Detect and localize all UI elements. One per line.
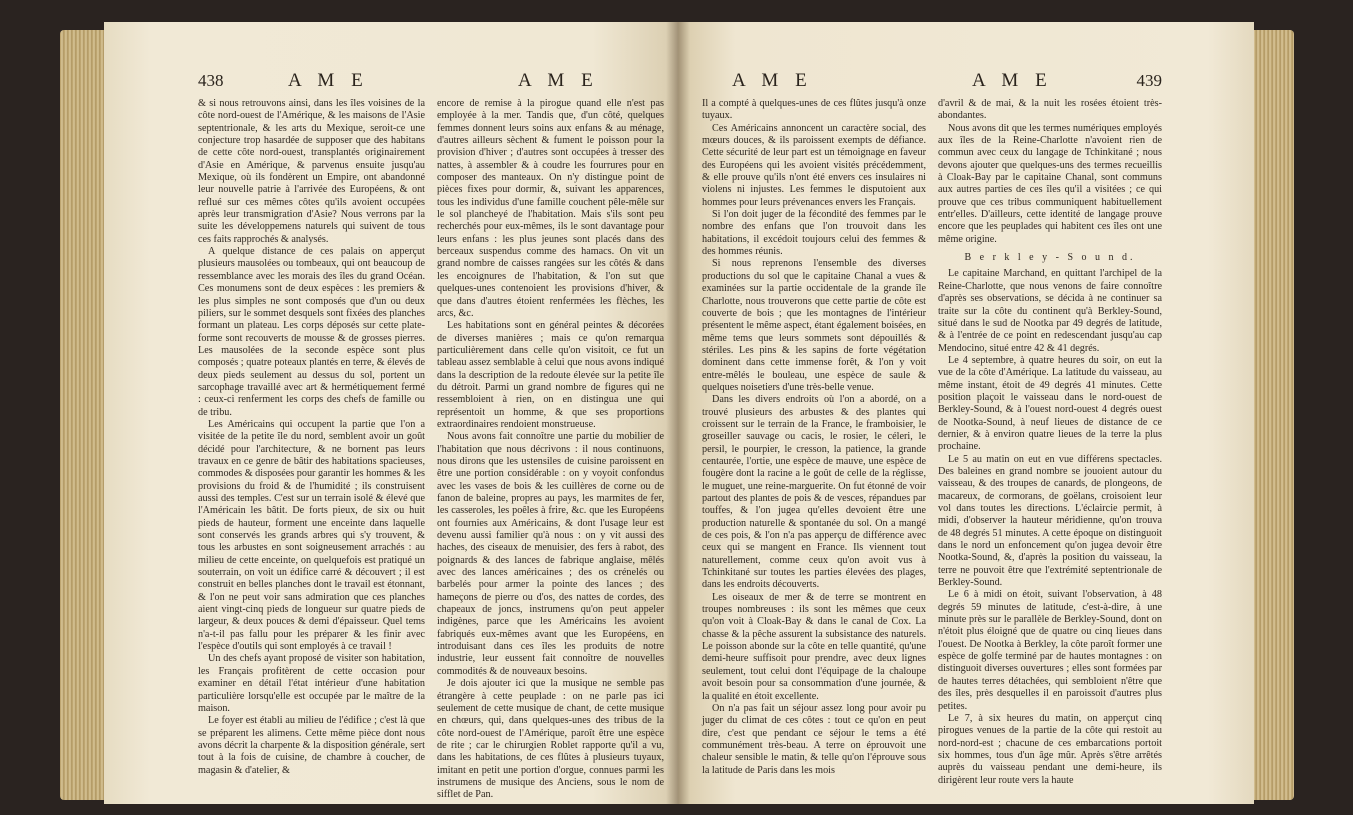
paragraph: Les oiseaux de mer & de terre se montrent en troupes nombreuses : ils sont les mêmes que ceux qu'on voit à Cloak-Bay & dans le canal de Cox. La chasse & la pêche assurent la subsistance des naturels. Le poisson abonde sur la côte en telle quantité, qu'une demi-heure suffisoit pour prendre, avec deux lignes seulement, tout celui dont l'équipage de la chaloupe avoit besoin pour sa consommation d'une journée, & la qualité en étoit excellente. [702,591,926,702]
paragraph: Si l'on doit juger de la fécondité des femmes par le nombre des enfans que l'on trouvoit dans les habitations, il excédoit toujours celui des femmes & des hommes réunis. [702,209,926,258]
paragraph: d'avril & de mai, & la nuit les rosées étoient très-abondantes. [938,98,1162,122]
section-heading: B e r k l e y - S o u n d. [964,252,1136,264]
left-running-head [198,70,664,94]
paragraph: Dans les divers endroits où l'on a abordé, on a trouvé plusieurs des arbustes & des plantes qui croissent sur le terrain de la France, le framboisier, le groseiller sauvage ou cacis, le rosier, le céleri, le persil, le pourpier, le cresson, la patience, la grande centaurée, l'ortie, une espèce de mauve, une espèce de fougère dont la racine a le goût de celle de la réglisse, le muguet, une reine-marguerite. On fut étonné de voir partout des plantes de pois & de vesces, répandues par touffes, & l'on jugea qu'elles devoient être une production naturelle & spontanée du sol. On a mangé de ces pois, & l'on n'a pas apperçu de différence avec ceux qui se mangent en France. Ils viennent tout naturellement, comme ceux qu'on avoit vus à Tchinkitané sur toutes les parties élevées des plages, dans les endroits découverts. [702,394,926,591]
paragraph: Un des chefs ayant proposé de visiter son habitation, les Français profitèrent de cette occasion pour examiner en détail l'état intérieur d'une habitation particulière lorsqu'elle est occupée par le maître de la maison. [198,653,425,714]
paragraph: Le 4 septembre, à quatre heures du soir, on eut la vue de la côte d'Amérique. La latitude du vaisseau, au même instant, étoit de 49 degrés 41 minutes. Cette position plaçoit le vaisseau dans le nord-ouest de Berkley-Sound, & à l'ouest nord-ouest 4 degrés ouest de Nootka-Sound, à neuf lieues de distance de ce dernier, & à environ quatre lieues de la terre la plus prochaine. [938,354,1162,453]
paragraph: Le 7, à six heures du matin, on apperçut cinq pirogues venues de la partie de la côte qui restoit au nord-nord-est ; chacune de ces embarcations portoit six hommes, tous d'un âge mûr. Après s'être arrêtés auprès du vaisseau pendant une demi-heure, ils dirigèrent leur route vers la haute [938,712,1162,786]
left-page-edges [60,30,106,800]
paragraph: Je dois ajouter ici que la musique ne semble pas étrangère à cette peuplade : on ne parle pas ici seulement de cette musique de chant, de cette musique en chœurs, qui, dans quelques-unes des tribus de la côte nord-ouest de l'Amérique, paroît être une espèce de rite ; car le chirurgien Roblet rapporte qu'il a vu, dans les habitations, de ces flûtes à plusieurs tuyaux, imitant en petit une portion d'orgue, connues parmi les instrumens de musique des Anciens, sous le nom de sifflet de Pan. [437,678,664,801]
running-head-left-col: A M E [288,70,369,91]
right-page-edges [1252,30,1294,800]
paragraph: Le capitaine Marchand, en quittant l'archipel de la Reine-Charlotte, que nous venons de faire connoître d'après ses observations, se décida à ne continuer sa traite sur la côte du continent qu'à Berkley-Sound, situé dans le sud de Nootka par 49 degrés de latitude, & à l'entrée de ce point en redescendant jusqu'au cap Mendocino, situé entre 42 & 41 degrés. [938,268,1162,354]
running-head-right-col: A M E [972,70,1053,91]
right-column-2 [938,98,1162,787]
paragraph: Le 5 au matin on eut en vue différens spectacles. Des baleines en grand nombre se jouoient autour du vaisseau, & des troupes de canards, de plongeons, de macareux, de cormorans, de goëlans, croisoient leur vol dans toutes les directions. L'éclaircie permit, à midi, d'observer la hauteur méridienne, qu'on trouva de 48 degrés 51 minutes. A cette époque on distinguoit dans le nord un enfoncement qu'on jugea devoir être Nootka-Sound, &, d'après la position du vaisseau, la terre ne pouvoit être que l'extrémité septentrionale de Berkley-Sound. [938,453,1162,589]
paragraph: Le 6 à midi on étoit, suivant l'observation, à 48 degrés 59 minutes de latitude, c'est-à-dire, à une minute près sur le parallèle de Berkley-Sound, dont on n'étoit plus éloigné que de quatre ou cinq lieues dans l'ouest. De Nootka à Berkley, la côte paroît former une espèce de golfe terminé par de hautes montagnes : on distinguoit diverses ouvertures ; elles sont formées par de hautes terres détachées, qui sembloient n'être que des îles, près desquelles il en paroissoit d'autres plus petites. [938,589,1162,712]
right-running-head [702,70,1162,94]
paragraph: Si nous reprenons l'ensemble des diverses productions du sol que le capitaine Chanal a vues & examinées sur la partie occidentale de la grande île Charlotte, nous trouverons que cette partie de côte est couverte de bois ; que les montagnes de l'intérieur présentent le même aspect, étant également boisées, en même tems que leurs sommets sont dépouillés & stériles. Les pins & les sapins de forte végétation dominent dans cette immense forêt, & l'on y voit entre-mêlés le bouleau, une espèce de saule & quelques noisetiers d'une très-belle venue. [702,258,926,393]
paragraph: Les habitations sont en général peintes & décorées de diverses manières ; mais ce qu'on remarqua particulièrement dans celle qu'on visitoit, ce fut un tableau assez semblable à celui que nous avons indiqué dans la description de la redoute élevée sur la petite île du détroit. Parmi un grand nombre de figures qui ne ressembloient à rien, on en distingua une qui représentoit un homme, & que ses proportions extraordinaires rendoient monstrueuse. [437,320,664,430]
page-number: 438 [198,71,224,90]
running-head-left-col: A M E [732,70,813,91]
paragraph: encore de remise à la pirogue quand elle n'est pas employée à la mer. Tandis que, d'un côté, quelques femmes donnent leurs soins aux enfans & au ménage, d'autres ailleurs sèchent & fument le poisson pour la provision d'hiver ; d'autres sont occupées à tresser des nattes, à assembler & à coudre les fourrures pour en composer des manteaux. On n'y distingue point de pièces fixes pour dormir, &, suivant les apparences, tous les individus d'une famille couchent pêle-mêle sur le sol plancheyé de l'habitation. Mais s'ils sont peu recherchés pour eux-mêmes, ils le sont davantage pour leurs enfans : les plus jeunes sont placés dans des berceaux suspendus comme des hamacs. On vit un grand nombre de caisses rangées sur les côtés & dans les encoignures de l'habitation, & l'on sut que quelques-unes contenoient les provisions d'hiver, & que dans d'autres étoient renfermées les flèches, les arcs, &c. [437,98,664,319]
right-column-1 [702,98,926,787]
running-head-right-col: A M E [518,70,599,91]
paragraph: Nous avons dit que les termes numériques employés aux îles de la Reine-Charlotte n'avoient rien de commun avec ceux du langage de Tchinkitané ; nous devons ajouter que quelques-uns des termes recueillis à Cloak-Bay par le capitaine Chanal, sont communs aux autres parties de ces îles qu'il a visitées ; ce qui prouve que ces tribus communiquent habituellement entr'elles. D'ailleurs, cette identité de langage prouve encore que les peuplades qui habitent ces îles ont une même origine. [938,122,1162,245]
book-gutter [666,22,690,804]
left-column-2 [437,98,664,802]
paragraph: & si nous retrouvons ainsi, dans les îles voisines de la côte nord-ouest de l'Amérique, & les maisons de l'Asie septentrionale, & les arts du Mexique, seroit-ce une conjecture trop hasardée de supposer que des habitans de cette côte nord-ouest, transplantés originairement d'Asie en Amérique, & parvenus ensuite jusqu'au Mexique, où ils fondèrent un Empire, ont abandonné leur nouvelle patrie à l'arrivée des Européens, & ont reflué sur ces mêmes côtes qu'ils avoient occupées après leur transmigration d'Asie? Nous verrons par la suite les développemens naturels qui suivent de tous ces faits rapprochés & analysés. [198,98,425,245]
paragraph: On n'a pas fait un séjour assez long pour avoir pu juger du climat de ces côtes : tout ce qu'on en peut dire, c'est que pendant ce séjour le tems a été communément très-beau. A terre on éprouvoit une chaleur sensible le matin, & telle qu'on l'éprouve sous la latitude de Paris dans les mois [702,702,926,776]
paragraph: Nous avons fait connoître une partie du mobilier de l'habitation que nous décrivons : il nous continuons, nous dirons que les ustensiles de cuisine paroissent en être une portion considérable : on y voyoit confondus avec les vases de bois & les cuillères de corne ou de fanon de baleine, propres au pays, les marmites de fer, les casseroles, les poêles à frire, &c. que les Européens ont fournies aux Américains, & dont l'usage leur est devenu aussi familier qu'à nous : on y vit aussi des haches, des ciseaux de menuisier, des fers à rabot, des poignards & des lances de fabrique anglaise, mêlés avec des lances américaines ; des os crénelés ou barbelés pour armer la pointe des lances ; des hameçons de pierre ou d'os, des nattes de cordes, des chapeaux de joncs, instrumens qu'on peut appeler indigènes, parce que les Américains les avoient fabriqués eux-mêmes avant que les Européens, en introduisant dans ces îles les produits de notre industrie, leur eussent fait connoître de nouvelles commodités & de nouveaux besoins. [437,431,664,677]
paragraph: Ces Américains annoncent un caractère social, des mœurs douces, & ils paroissent exempts de défiance. Cette sécurité de leur part est un témoignage en faveur des Européens qui les avoient visités précédemment, & elle prouve qu'ils n'ont été envers ces insulaires ni violens ni injustes. Les femmes le disputoient aux hommes pour leurs prévenances envers les Français. [702,122,926,208]
paragraph: Il a compté à quelques-unes de ces flûtes jusqu'à onze tuyaux. [702,98,926,122]
right-page [678,22,1254,804]
left-page [104,22,678,804]
paragraph: Le foyer est établi au milieu de l'édifice ; c'est là que se préparent les alimens. Cette même pièce dont nous avons décrit la charpente & la disposition générale, sert tout à la fois de cuisine, de chambre à coucher, de magasin & d'atelier, & [198,715,425,776]
paragraph: A quelque distance de ces palais on apperçut plusieurs mausolées ou tombeaux, qui ont beaucoup de ressemblance avec les morais des îles du grand Océan. Ces monumens sont de deux espèces : les premiers & les plus simples ne sont composés que d'un ou deux piliers, sur le sommet desquels sont fixées des planches formant un plateau. Les corps déposés sur cette plate-forme sont recouverts de mousse & de grosses pierres. Les mausolées de la seconde espèce sont plus composés ; quatre poteaux plantés en terre, & élevés de deux pieds seulement au dessus du sol, portent un sarcophage travaillé avec art & hermétiquement fermé : ceux-ci renferment les corps des chefs de famille ou de tribu. [198,246,425,418]
page-number: 439 [1136,71,1162,90]
paragraph: Les Américains qui occupent la partie que l'on a visitée de la petite île du nord, semblent avoir un goût décidé pour l'architecture, & ne bornent pas leurs travaux en ce genre de bâtir des habitations spacieuses, commodes & disposées pour garantir les hommes & les provisions du froid & de l'humidité ; ils construisent aussi des temples. C'est sur un terrain isolé & élevé que l'Américain les bâtit. De forts pieux, de six ou huit pieds de hauteur, forment une enceinte dans laquelle sont conservés les grands arbres qui s'y trouvent, & tous les arbustes en sont soigneusement arrachés : au milieu de cette enceinte, on quelquefois est pratiqué un souterrain, on voit un édifice carré & découvert ; il est construit en belles planches dont le travail est étonnant, & l'on ne peut voir sans admiration que ces planches aient vingt-cinq pieds de longueur sur quatre pieds de largeur, & deux pouces & demi d'épaisseur. Quel tems n'a-t-il pas fallu pour les préparer & les finir avec l'espèce d'outils qui sont employés à ce travail ! [198,418,425,653]
left-column-1 [198,98,425,802]
